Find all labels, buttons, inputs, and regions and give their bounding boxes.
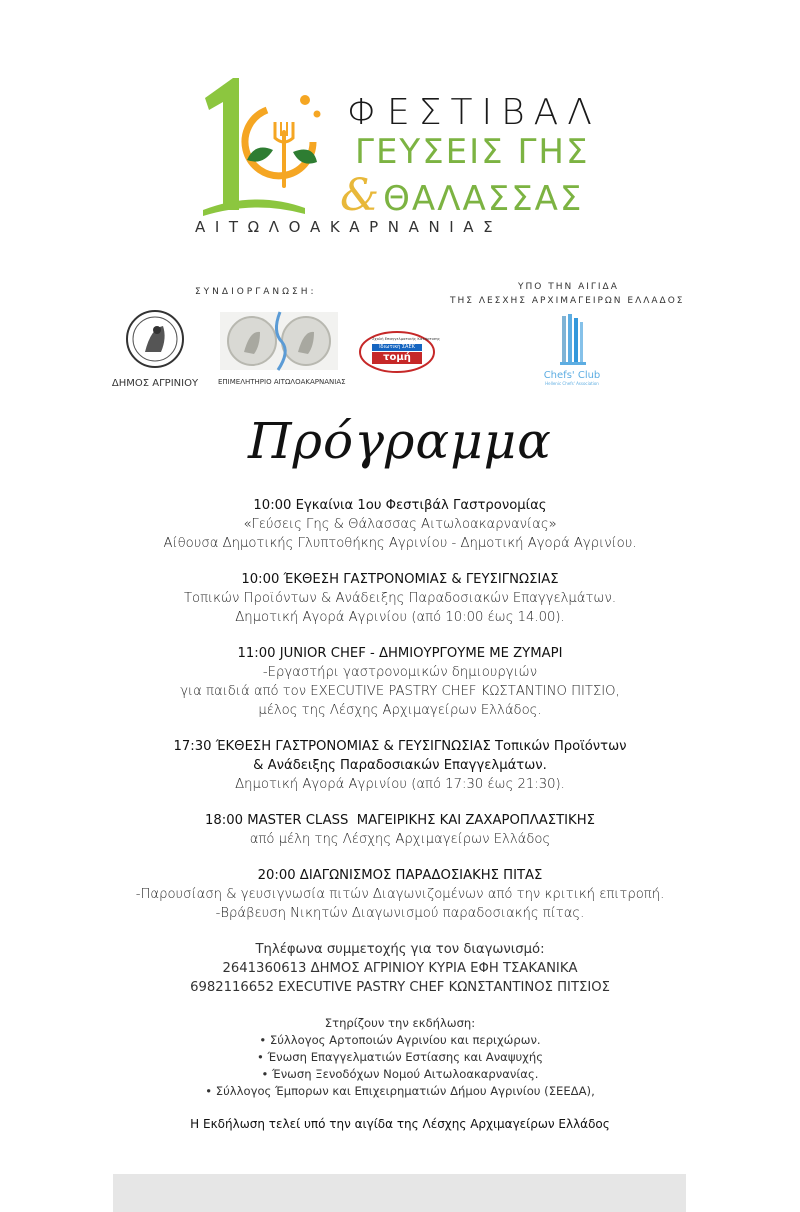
- program-title: Πρόγραμμα: [248, 412, 552, 470]
- festival-title: ΦΕΣΤΙΒΑΛ: [347, 92, 601, 133]
- co-organization-label: ΣΥΝΔΙΟΡΓΑΝΩΣΗ:: [195, 287, 317, 297]
- event-line: Δημοτική Αγορά Αγρινίου (από 10:00 έως 14.00).: [235, 610, 565, 625]
- event-line: Τοπικών Προϊόντων & Ανάδειξης Παραδοσιακών Επαγγελμάτων.: [183, 591, 617, 606]
- ampersand-glyph: &: [340, 170, 382, 221]
- footer-bar: [113, 1174, 686, 1212]
- event-heading: 11:00 JUNIOR CHEF - ΔΗΜΙΟΥΡΓΟΥΜΕ ΜΕ ΖΥΜΑΡΙ: [237, 646, 563, 661]
- aegis-note: Η Εκδήλωση τελεί υπό την αιγίδα της Λέσχης Αρχιμαγείρων Ελλάδος: [190, 1117, 610, 1131]
- event-item: [30, 866, 770, 923]
- aegis-label-2: ΤΗΣ ΛΕΣΧΗΣ ΑΡΧΙΜΑΓΕΙΡΩΝ ΕΛΛΑΔΟΣ: [450, 296, 685, 306]
- event-line: -Βράβευση Νικητών Διαγωνισμού παραδοσιακής πίτας.: [215, 906, 585, 921]
- event-line: Δημοτική Αγορά Αγρινίου (από 17:30 έως 21:30).: [235, 777, 565, 792]
- event-heading: 18:00 MASTER CLASS ΜΑΓΕΙΡΙΚΗΣ ΚΑΙ ΖΑΧΑΡΟΠΛΑΣΤΙΚΗΣ: [205, 813, 595, 828]
- supporter-item: • Σύλλογος Έμπορων και Επιχειρηματιών Δήμου Αγρινίου (ΣΕΕΔΑ),: [205, 1084, 595, 1098]
- school-name-text: τομή: [383, 352, 411, 363]
- event-line: για παιδιά από τον EXECUTIVE PASTRY CHEF ΚΩΣΤΑΝΤΙΝΟ ΠΙΤΣΙΟ,: [180, 684, 620, 699]
- supporter-item: • Ένωση Επαγγελματιών Εστίασης και Αναψυχής: [256, 1050, 544, 1064]
- event-line: μέλος της Λέσχης Αρχιμαγείρων Ελλάδος.: [258, 703, 542, 718]
- school-logo-block: [358, 330, 441, 374]
- supporter-item: • Σύλλογος Αρτοποιών Αγρινίου και περιχώρων.: [259, 1033, 541, 1047]
- chamber-caption: ΕΠΙΜΕΛΗΤΗΡΙΟ ΑΙΤΩΛΟΑΚΑΡΝΑΝΙΑΣ: [218, 378, 346, 386]
- contact-line: 6982116652 EXECUTIVE PASTRY CHEF ΚΩΝΣΤΑΝΤΙΝΟΣ ΠΙΤΣΙΟΣ: [190, 980, 610, 995]
- event-heading: 10:00 Εγκαίνια 1ου Φεστιβάλ Γαστρονομίας: [253, 498, 547, 513]
- festival-subtitle-sea: [340, 170, 583, 221]
- chamber-logo-block: [218, 312, 346, 386]
- aegis-label-1: ΥΠΟ ΤΗΝ ΑΙΓΙΔΑ: [518, 282, 619, 292]
- program-list: [30, 496, 770, 1131]
- festival-subtitle-land: ΓΕΥΣΕΙΣ ΓΗΣ: [355, 132, 590, 172]
- chefs-club-subtitle: Hellenic Chefs' Association: [545, 381, 599, 386]
- event-line: -Εργαστήρι γαστρονομικών δημιουργιών: [262, 665, 538, 680]
- chefs-club-logo-block: [530, 312, 614, 386]
- event-item: [30, 496, 770, 553]
- festival-subtitle-sea-text: ΘΑΛΑΣΣΑΣ: [383, 179, 584, 219]
- school-top-text: Σχολή Επαγγελματικής Κατάρτισης: [372, 336, 441, 341]
- event-heading: 10:00 ΈΚΘΕΣΗ ΓΑΣΤΡΟΝΟΜΙΑΣ & ΓΕΥΣΙΓΝΩΣΙΑΣ: [241, 572, 559, 587]
- event-line: από μέλη της Λέσχης Αρχιμαγείρων Ελλάδος: [249, 832, 551, 847]
- event-heading: 17:30 ΈΚΘΕΣΗ ΓΑΣΤΡΟΝΟΜΙΑΣ & ΓΕΥΣΙΓΝΩΣΙΑΣ Τοπικών Προϊόντων: [173, 739, 627, 754]
- festival-region: ΑΙΤΩΛΟΑΚΑΡΝΑΝΙΑΣ: [195, 218, 503, 236]
- event-item: [30, 811, 770, 849]
- supporters-section: [30, 1015, 770, 1100]
- chamber-coins-icon: [220, 312, 338, 370]
- event-item: [30, 644, 770, 720]
- event-line: «Γεύσεις Γης & Θάλασσας Αιτωλοακαρνανίας»: [243, 517, 557, 532]
- event-item: [30, 737, 770, 794]
- contact-line: 2641360613 ΔΗΜΟΣ ΑΓΡΙΝΙΟΥ ΚΥΡΙΑ ΕΦΗ ΤΣΑΚΑΝΙΚΑ: [222, 961, 578, 976]
- municipality-seal-icon: [123, 308, 187, 370]
- supporters-title: Στηρίζουν την εκδήλωση:: [324, 1016, 476, 1030]
- chefs-club-name: Chefs' Club: [543, 370, 601, 381]
- event-heading: 20:00 ΔΙΑΓΩΝΙΣΜΟΣ ΠΑΡΑΔΟΣΙΑΚΗΣ ΠΙΤΑΣ: [257, 868, 543, 883]
- municipality-caption: ΔΗΜΟΣ ΑΓΡΙΝΙΟΥ: [111, 378, 199, 389]
- municipality-logo-block: [100, 308, 210, 389]
- contact-title: Τηλέφωνα συμμετοχής για τον διαγωνισμό:: [255, 942, 545, 957]
- event-heading-continued: & Ανάδειξης Παραδοσιακών Επαγγελμάτων.: [253, 758, 547, 773]
- contact-section: [30, 940, 770, 997]
- event-line: -Παρουσίαση & γευσιγνωσία πιτών Διαγωνιζομένων από την κριτική επιτροπή.: [135, 887, 665, 902]
- school-tag-text: Ιδιωτική ΣΑΕΚ: [379, 344, 415, 350]
- supporter-item: • Ένωση Ξενοδόχων Νομού Αιτωλοακαρνανίας.: [261, 1067, 539, 1081]
- festival-number-graphic: [195, 70, 325, 220]
- festival-logo: [195, 70, 615, 240]
- event-line: Αίθουσα Δημοτικής Γλυπτοθήκης Αγρινίου - Δημοτική Αγορά Αγρινίου.: [163, 536, 637, 551]
- event-item: [30, 570, 770, 627]
- chefs-hat-icon: [552, 312, 592, 368]
